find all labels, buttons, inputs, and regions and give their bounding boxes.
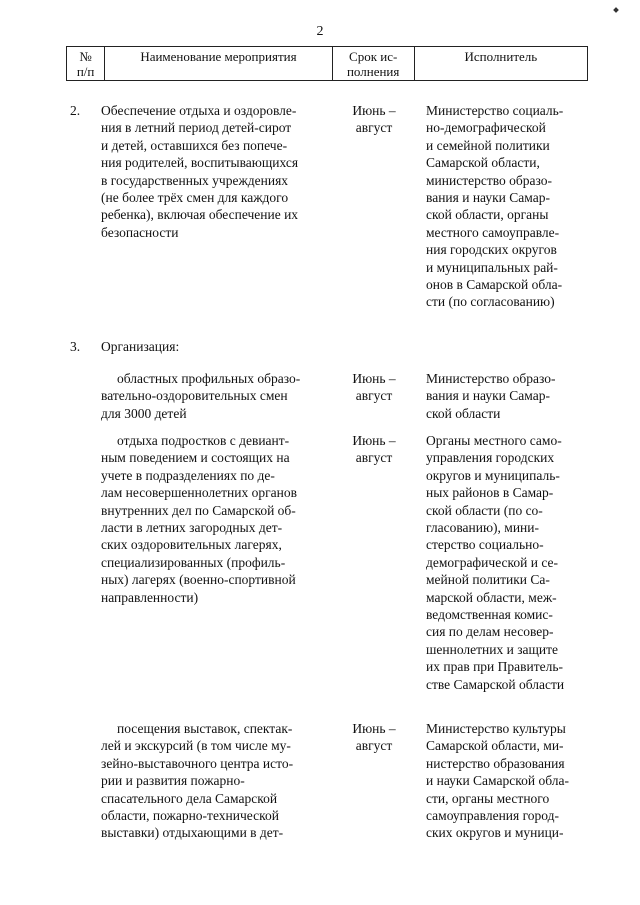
- page-number: 2: [316, 24, 324, 39]
- row-name: посещения выставок, спектак- лей и экскурсий (в том числе му- зейно-выставочного центра исто- рии и развития пожарно- спасательного дела Самарской области, пожарно-технической выставки) отдыхающими в дет-: [101, 721, 294, 841]
- table-header: [66, 46, 588, 81]
- corner-mark: [613, 7, 619, 13]
- row-name: Обеспечение отдыха и оздоровле- ния в летний период детей-сирот и детей, оставшихся без попече- ния родителей, воспитывающихся в государственных учреждениях (не более трёх смен для каждого ребенка), включая обеспечение их безопасности: [101, 103, 299, 240]
- row-name: областных профильных образо- вательно-оздоровительных смен для 3000 детей: [101, 371, 301, 421]
- row-term: Июнь – август: [352, 103, 396, 136]
- row-term: Июнь – август: [352, 433, 396, 466]
- row-term: Июнь – август: [352, 371, 396, 404]
- row-name: отдыха подростков с девиант- ным поведением и состоящих на учете в подразделениях по де- лам несовершеннолетних органов внутренних дел по Самарской об- ласти в летних загородных дет- ских оздоровительных лагерях, специализированных (профиль- ных) лагерях (военно-спортивной направленности): [101, 433, 297, 605]
- row-term: Июнь – август: [352, 721, 396, 754]
- header-executor: Исполнитель: [414, 47, 587, 81]
- header-num: № п/п: [67, 47, 105, 81]
- row-executor: Министерство социаль- но-демографической и семейной политики Самарской области, министерство образо- вания и науки Самар- ской области, органы местного самоуправле- ния городских округов и муниципальных рай- онов в Самарской обла- сти (по согласованию): [426, 103, 564, 310]
- header-name: Наименование мероприятия: [105, 47, 332, 81]
- row-executor: Министерство культуры Самарской области, ми- нистерство образования и науки Самарской обла- сти, органы местного самоуправления город- ских округов и муници-: [426, 721, 569, 841]
- header-term: Срок ис- полнения: [332, 47, 414, 81]
- row-number: 3.: [70, 339, 81, 354]
- row-number: 2.: [70, 103, 81, 118]
- row-executor: Министерство образо- вания и науки Самар- ской области: [426, 371, 556, 421]
- row-executor: Органы местного само- управления городских округов и муниципаль- ных районов в Самар- ской области (по со- гласованию), мини- стерство социально- демографической и се- мейной политики Са- марской области, меж- ведомственная комис- сия по делам несовер- шеннолетних и защите их прав при Правитель- стве Самарской области: [426, 433, 565, 692]
- row-name: Организация:: [101, 339, 180, 354]
